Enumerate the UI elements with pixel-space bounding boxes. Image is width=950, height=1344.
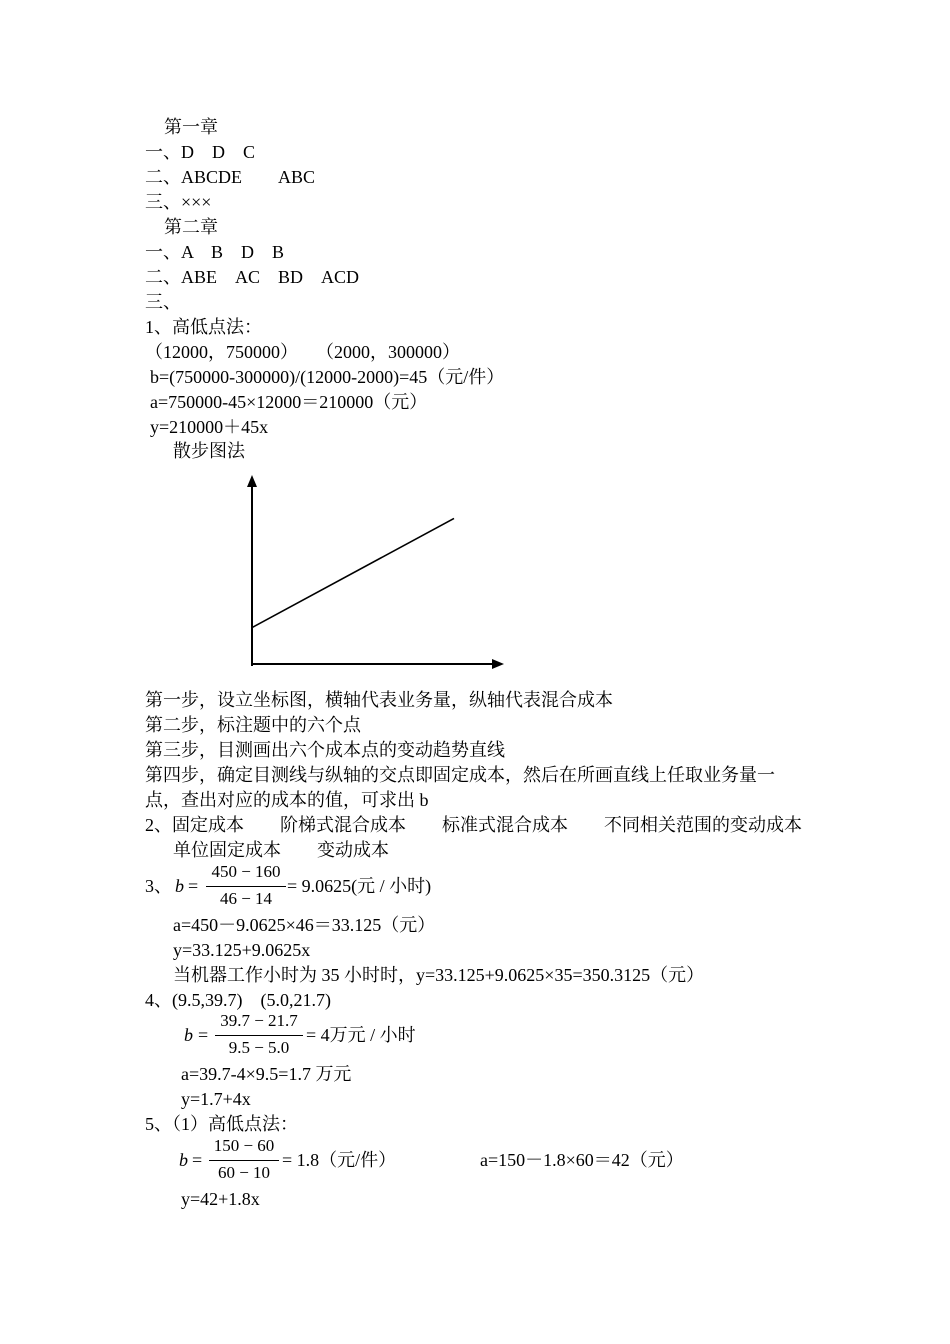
p4-denominator: 9.5 − 5.0 (228, 1038, 290, 1057)
p2-line1: 2、固定成本 阶梯式混合成本 标准式混合成本 不同相关范围的变动成本 (145, 815, 802, 835)
ch1-answer-1: 一、D D C (145, 142, 256, 162)
p3-machine-hours: 当机器工作小时为 35 小时时，y=33.125+9.0625×35=350.3125（元） (173, 965, 705, 985)
p3-numerator: 450 − 160 (211, 862, 281, 881)
step-4: 第四步，确定目测线与纵轴的交点即固定成本，然后在所画直线上任取业务量一 (145, 765, 775, 785)
p5-numerator: 150 − 60 (213, 1136, 275, 1155)
y-axis-arrow (247, 475, 257, 487)
p3-fraction-bar (206, 886, 286, 887)
step-3: 第三步，目测画出六个成本点的变动趋势直线 (145, 740, 505, 760)
p1-b-formula: b=(750000-300000)/(12000-2000)=45（元/件） (150, 367, 505, 387)
p3-result: = 9.0625(元 / 小时) (287, 876, 432, 896)
p4-equals: = (198, 1025, 209, 1045)
p4-a-formula: a=39.7-4×9.5=1.7 万元 (181, 1064, 352, 1084)
trend-line (252, 518, 454, 627)
ch1-answer-2: 二、ABCDE ABC (145, 167, 316, 187)
step-1: 第一步，设立坐标图，横轴代表业务量，纵轴代表混合成本 (145, 690, 613, 710)
p2-line2: 单位固定成本 变动成本 (173, 840, 389, 860)
p1-y-formula: y=210000＋45x (150, 417, 269, 437)
chapter1-title: 第一章 (164, 117, 218, 137)
p1-a-formula: a=750000-45×12000＝210000（元） (150, 392, 428, 412)
p3-equals: = (188, 876, 199, 896)
p4-y-formula: y=1.7+4x (181, 1089, 251, 1109)
ch2-answer-2: 二、ABE AC BD ACD (145, 267, 360, 287)
p3-a-formula: a=450－9.0625×46＝33.125（元） (173, 915, 436, 935)
p4-fraction-bar (215, 1035, 303, 1036)
p4-fraction (213, 1011, 305, 1059)
p3-fraction (204, 862, 288, 910)
p5-denominator: 60 − 10 (217, 1163, 271, 1182)
p3-denominator: 46 − 14 (219, 889, 273, 908)
p4-points: 4、(9.5,39.7) (5.0,21.7) (145, 990, 331, 1010)
chapter2-title: 第二章 (164, 217, 218, 237)
p1-points: （12000，750000） （2000，300000） (145, 342, 460, 362)
p1-heading: 1、高低点法： (145, 317, 262, 337)
ch2-answer-1: 一、A B D B (145, 242, 285, 262)
ch1-answer-3: 三、××× (145, 192, 212, 212)
p4-result: = 4万元 / 小时 (306, 1025, 416, 1045)
step-4-cont: 点，查出对应的成本的值，可求出 b (145, 790, 429, 810)
p3-b-var: b (175, 876, 184, 896)
p4-numerator: 39.7 − 21.7 (220, 1011, 298, 1030)
p5-b-var: b (179, 1150, 188, 1170)
scatter-chart (242, 472, 512, 672)
x-axis-arrow (492, 659, 504, 669)
p5-y-formula: y=42+1.8x (181, 1189, 260, 1209)
ch2-answer-3: 三、 (145, 292, 181, 312)
p5-equals: = (192, 1150, 203, 1170)
p5-fraction (207, 1136, 281, 1184)
step-2: 第二步，标注题中的六个点 (145, 715, 361, 735)
p5-heading: 5、（1）高低点法： (145, 1114, 298, 1134)
p5-result: = 1.8（元/件） (282, 1150, 397, 1170)
p5-a-formula: a=150－1.8×60＝42（元） (480, 1150, 684, 1170)
p3-label: 3、 (145, 876, 172, 896)
p4-b-var: b (184, 1025, 193, 1045)
p3-y-formula: y=33.125+9.0625x (173, 940, 311, 960)
scatter-heading: 散步图法 (173, 441, 245, 461)
p5-fraction-bar (209, 1160, 279, 1161)
